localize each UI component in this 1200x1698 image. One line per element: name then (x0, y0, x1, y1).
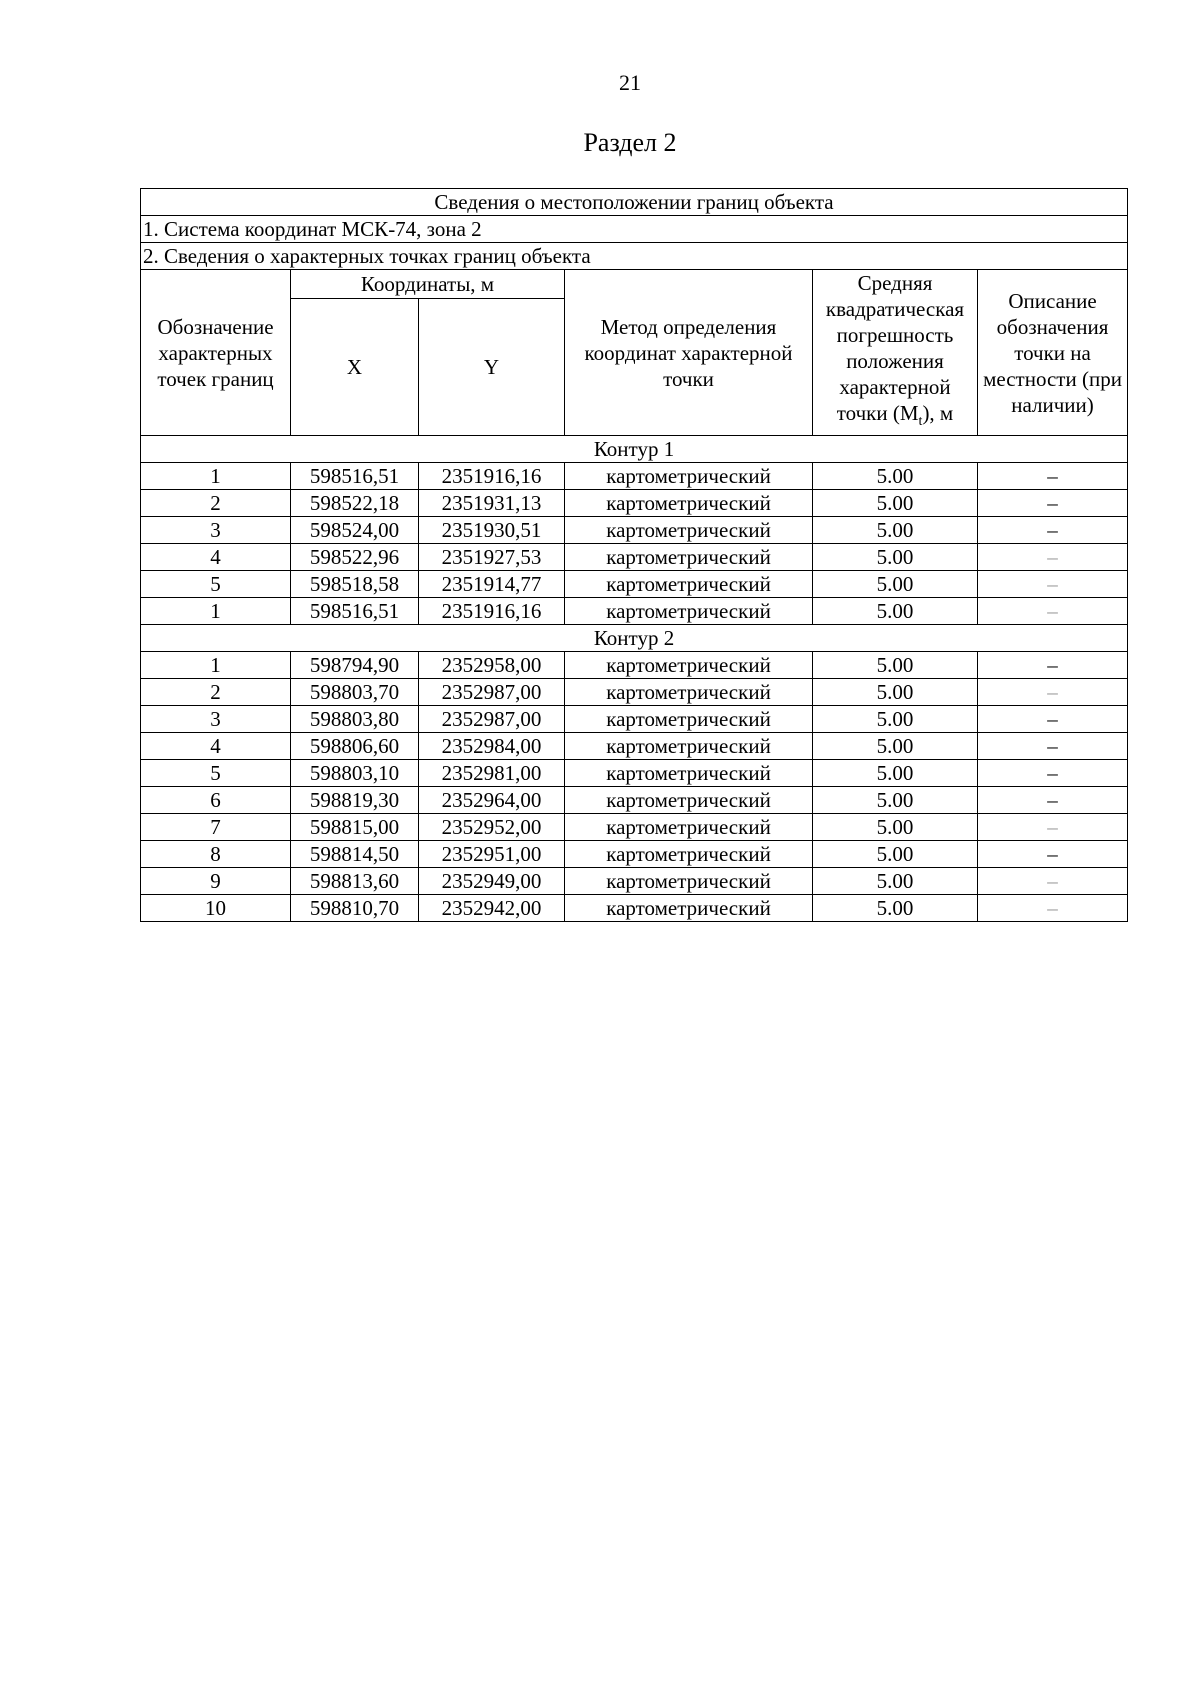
x-coordinate-cell: 598803,10 (291, 760, 419, 787)
description-cell: – (978, 706, 1128, 733)
method-cell: картометрический (565, 868, 813, 895)
description-cell: – (978, 895, 1128, 922)
description-cell: – (978, 841, 1128, 868)
point-number-cell: 7 (141, 814, 291, 841)
method-cell: картометрический (565, 733, 813, 760)
header-method: Метод определения координат характерной точки (565, 270, 813, 436)
table-row (141, 787, 1128, 814)
point-number-cell: 3 (141, 517, 291, 544)
table-row (141, 895, 1128, 922)
mean-error-cell: 5.00 (813, 652, 978, 679)
mean-error-cell: 5.00 (813, 544, 978, 571)
method-cell: картометрический (565, 544, 813, 571)
table-row (141, 868, 1128, 895)
x-coordinate-cell: 598516,51 (291, 463, 419, 490)
method-cell: картометрический (565, 760, 813, 787)
point-number-cell: 2 (141, 679, 291, 706)
header-mean-error-text: Средняя квадратическая погрешность положения характерной точки (M (825, 271, 965, 425)
mean-error-cell: 5.00 (813, 760, 978, 787)
table-row (141, 571, 1128, 598)
method-cell: картометрический (565, 814, 813, 841)
table-row (141, 706, 1128, 733)
y-coordinate-cell: 2352952,00 (419, 814, 565, 841)
description-cell: – (978, 517, 1128, 544)
point-number-cell: 1 (141, 598, 291, 625)
description-cell: – (978, 463, 1128, 490)
x-coordinate-cell: 598803,70 (291, 679, 419, 706)
x-coordinate-cell: 598518,58 (291, 571, 419, 598)
description-cell: – (978, 490, 1128, 517)
x-coordinate-cell: 598794,90 (291, 652, 419, 679)
method-cell: картометрический (565, 463, 813, 490)
y-coordinate-cell: 2352949,00 (419, 868, 565, 895)
boundary-points-table (140, 188, 1128, 922)
description-cell: – (978, 544, 1128, 571)
y-coordinate-cell: 2352951,00 (419, 841, 565, 868)
point-number-cell: 2 (141, 490, 291, 517)
x-coordinate-cell: 598814,50 (291, 841, 419, 868)
y-coordinate-cell: 2351914,77 (419, 571, 565, 598)
description-cell: – (978, 571, 1128, 598)
table-row (141, 679, 1128, 706)
description-cell: – (978, 868, 1128, 895)
mean-error-cell: 5.00 (813, 895, 978, 922)
y-coordinate-cell: 2352981,00 (419, 760, 565, 787)
method-cell: картометрический (565, 895, 813, 922)
y-coordinate-cell: 2351916,16 (419, 598, 565, 625)
x-coordinate-cell: 598810,70 (291, 895, 419, 922)
table-row (141, 598, 1128, 625)
method-cell: картометрический (565, 571, 813, 598)
header-y: Y (419, 299, 565, 436)
header-coordinates: Координаты, м (291, 270, 565, 299)
contour-header-row (141, 625, 1128, 652)
x-coordinate-cell: 598522,96 (291, 544, 419, 571)
x-coordinate-cell: 598524,00 (291, 517, 419, 544)
x-coordinate-cell: 598819,30 (291, 787, 419, 814)
x-coordinate-cell: 598806,60 (291, 733, 419, 760)
point-number-cell: 4 (141, 544, 291, 571)
mean-error-cell: 5.00 (813, 679, 978, 706)
description-cell: – (978, 787, 1128, 814)
x-coordinate-cell: 598815,00 (291, 814, 419, 841)
point-number-cell: 9 (141, 868, 291, 895)
mean-error-cell: 5.00 (813, 463, 978, 490)
header-mean-error-unit: ), м (922, 401, 954, 425)
description-cell: – (978, 652, 1128, 679)
description-cell: – (978, 679, 1128, 706)
contour-header-row (141, 436, 1128, 463)
table-row (141, 463, 1128, 490)
y-coordinate-cell: 2351931,13 (419, 490, 565, 517)
point-number-cell: 6 (141, 787, 291, 814)
description-cell: – (978, 814, 1128, 841)
table-row (141, 652, 1128, 679)
method-cell: картометрический (565, 679, 813, 706)
header-description: Описание обозначения точки на местности (при наличии) (978, 270, 1128, 436)
y-coordinate-cell: 2351927,53 (419, 544, 565, 571)
table-row (141, 814, 1128, 841)
header-point-designation: Обозначение характерных точек границ (141, 270, 291, 436)
mean-error-cell: 5.00 (813, 733, 978, 760)
section-title: Раздел 2 (583, 128, 677, 157)
x-coordinate-cell: 598803,80 (291, 706, 419, 733)
coordinate-system-line: 1. Система координат МСК-74, зона 2 (141, 216, 1128, 243)
y-coordinate-cell: 2352987,00 (419, 679, 565, 706)
mean-error-cell: 5.00 (813, 571, 978, 598)
point-number-cell: 8 (141, 841, 291, 868)
y-coordinate-cell: 2352984,00 (419, 733, 565, 760)
method-cell: картометрический (565, 598, 813, 625)
contour-title: Контур 2 (141, 625, 1128, 652)
mean-error-cell: 5.00 (813, 706, 978, 733)
y-coordinate-cell: 2351930,51 (419, 517, 565, 544)
mean-error-cell: 5.00 (813, 598, 978, 625)
method-cell: картометрический (565, 841, 813, 868)
mean-error-cell: 5.00 (813, 868, 978, 895)
y-coordinate-cell: 2352987,00 (419, 706, 565, 733)
table-caption: Сведения о местоположении границ объекта (141, 189, 1128, 216)
page-number: 21 (619, 70, 641, 95)
point-number-cell: 4 (141, 733, 291, 760)
y-coordinate-cell: 2352964,00 (419, 787, 565, 814)
mean-error-cell: 5.00 (813, 814, 978, 841)
table-row (141, 760, 1128, 787)
x-coordinate-cell: 598522,18 (291, 490, 419, 517)
description-cell: – (978, 733, 1128, 760)
mean-error-cell: 5.00 (813, 517, 978, 544)
mean-error-cell: 5.00 (813, 841, 978, 868)
header-mean-error (813, 270, 978, 436)
point-number-cell: 5 (141, 760, 291, 787)
description-cell: – (978, 598, 1128, 625)
point-number-cell: 10 (141, 895, 291, 922)
point-number-cell: 1 (141, 652, 291, 679)
point-number-cell: 3 (141, 706, 291, 733)
points-info-line: 2. Сведения о характерных точках границ объекта (141, 243, 1128, 270)
method-cell: картометрический (565, 652, 813, 679)
table-row (141, 544, 1128, 571)
y-coordinate-cell: 2352942,00 (419, 895, 565, 922)
y-coordinate-cell: 2352958,00 (419, 652, 565, 679)
method-cell: картометрический (565, 706, 813, 733)
table-row (141, 517, 1128, 544)
method-cell: картометрический (565, 490, 813, 517)
x-coordinate-cell: 598516,51 (291, 598, 419, 625)
method-cell: картометрический (565, 517, 813, 544)
contour-title: Контур 1 (141, 436, 1128, 463)
method-cell: картометрический (565, 787, 813, 814)
x-coordinate-cell: 598813,60 (291, 868, 419, 895)
point-number-cell: 1 (141, 463, 291, 490)
header-mean-error-subscript: t (918, 414, 923, 430)
description-cell: – (978, 760, 1128, 787)
header-x: X (291, 299, 419, 436)
mean-error-cell: 5.00 (813, 490, 978, 517)
table-row (141, 733, 1128, 760)
y-coordinate-cell: 2351916,16 (419, 463, 565, 490)
mean-error-cell: 5.00 (813, 787, 978, 814)
table-row (141, 841, 1128, 868)
table-row (141, 490, 1128, 517)
point-number-cell: 5 (141, 571, 291, 598)
